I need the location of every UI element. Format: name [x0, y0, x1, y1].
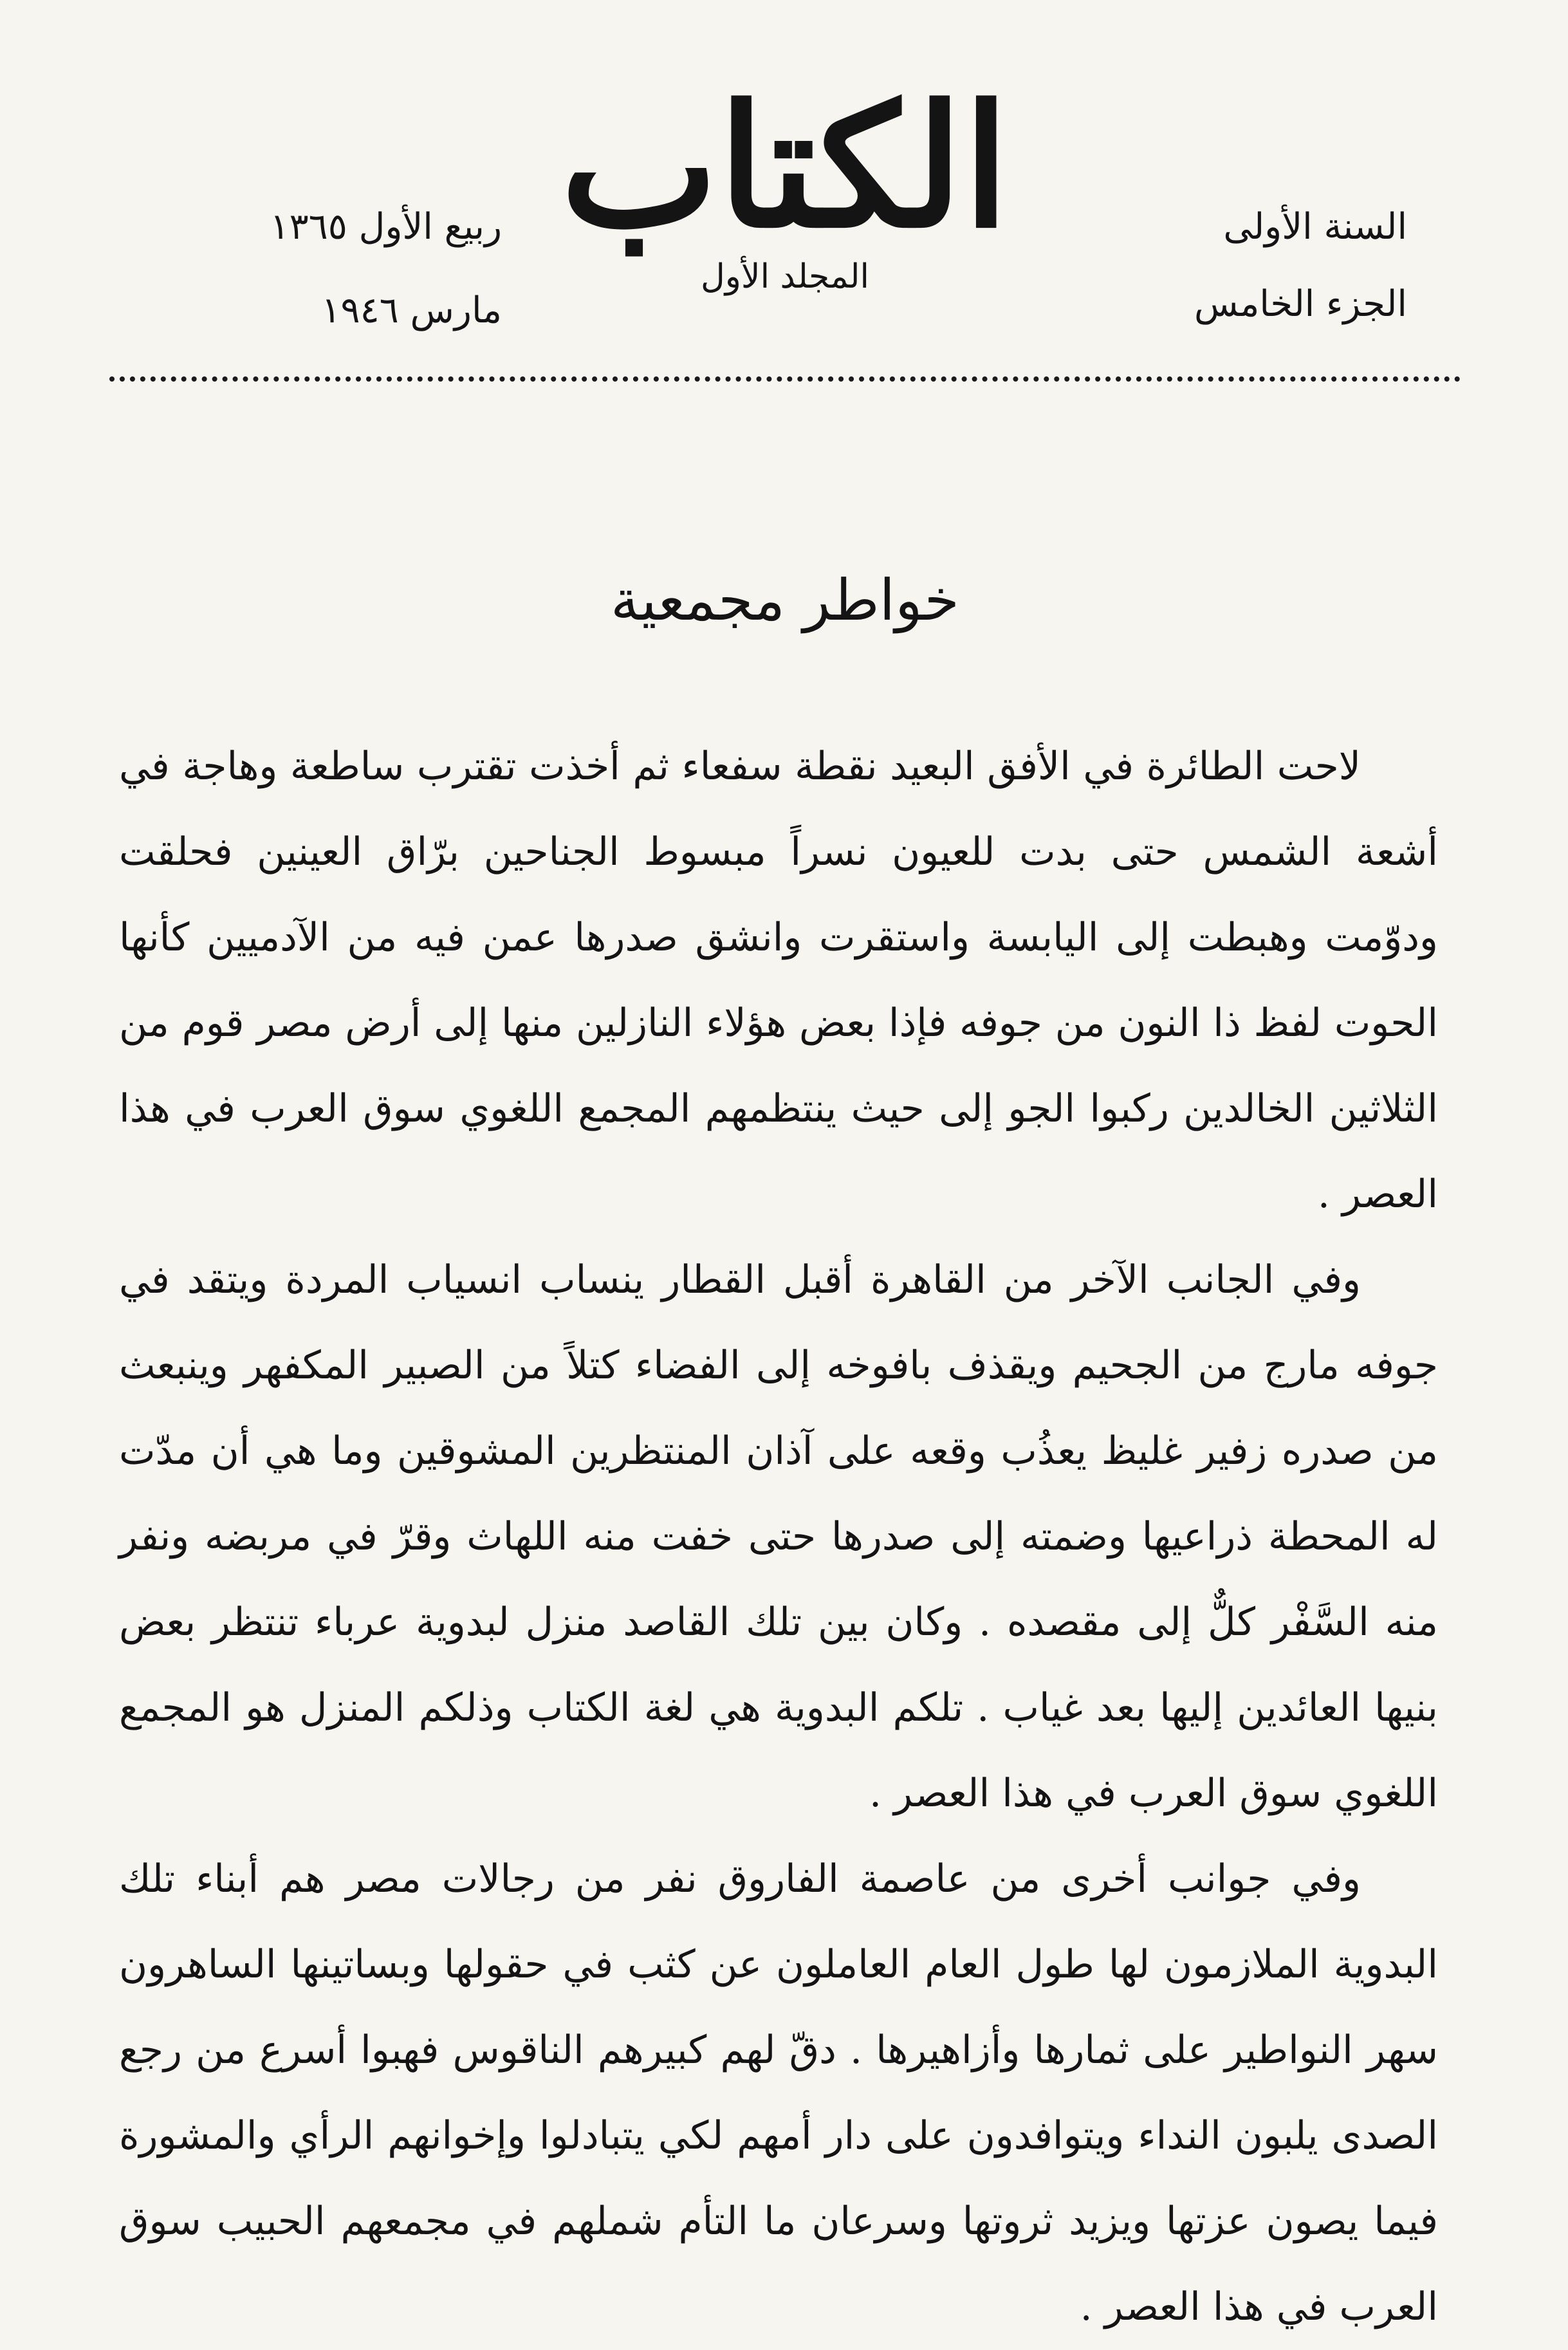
paragraph: وفي الجانب الآخر من القاهرة أقبل القطار ينساب انسياب المردة ويتقد في جوفه مارج من الجحيم ويقذف بافوخه إلى الفضاء كتلاً من الصبير المكفهر وينبعث من صدره زفير غليظ يعذُب وقعه على آذان المنتظرين المشوقين وما هي أن مدّت له المحطة ذراعيها وضمته إلى صدرها حتى خفت منه اللهاث وقرّ في مربضه ونفر منه السَّفْر كلٌّ إلى مقصده . وكان بين تلك القاصد منزل لبدوية عرباء تنتظر بعض بنيها العائدين إليها بعد غياب . تلكم البدوية هي لغة الكتاب وذلكم المنزل هو المجمع اللغوي سوق العرب في هذا العصر . — [119, 1257, 1438, 1816]
paragraph: وفي جوانب أخرى من عاصمة الفاروق نفر من رجالات مصر هم أبناء تلك البدوية الملازمون لها طول العام العاملون عن كثب في حقولها وبساتينها الساهرون سهر النواطير على ثمارها وأزاهيرها . دقّ لهم كبيرهم الناقوس فهبوا أسرع من رجع الصدى يلبون النداء ويتوافدون على دار أمهم لكي يتبادلوا وإخوانهم الرأي والمشورة فيما يصون عزتها ويزيد ثروتها وسرعان ما التأم شملهم في مجمعهم الحبيب سوق العرب في هذا العصر . — [119, 1856, 1439, 2329]
journal-masthead: الكتاب — [560, 69, 1010, 265]
header-divider — [109, 376, 1461, 382]
hijri-date: ربيع الأول ١٣٦٥ — [270, 206, 502, 248]
article-body — [119, 724, 1438, 2350]
gregorian-date: مارس ١٩٤٦ — [321, 290, 502, 331]
year-label: السنة الأولى — [1223, 206, 1407, 248]
paragraph: لاحت الطائرة في الأفق البعيد نقطة سفعاء ثم أخذت تقترب ساطعة وهاجة في أشعة الشمس حتى بدت للعيون نسراً مبسوط الجناحين برّاق العينين فحلقت ودوّمت وهبطت إلى اليابسة واستقرت وانشق صدرها عمن فيه من الآدميين كأنها الحوت لفظ ذا النون من جوفه فإذا بعض هؤلاء النازلين منها إلى أرض مصر قوم من الثلاثين الخالدين ركبوا الجو إلى حيث ينتظمهم المجمع اللغوي سوق العرب في هذا العصر . — [119, 744, 1438, 1217]
article-title: خواطر مجمعية — [611, 567, 959, 633]
volume-label: المجلد الأول — [701, 257, 869, 296]
part-label: الجزء الخامس — [1194, 283, 1407, 325]
